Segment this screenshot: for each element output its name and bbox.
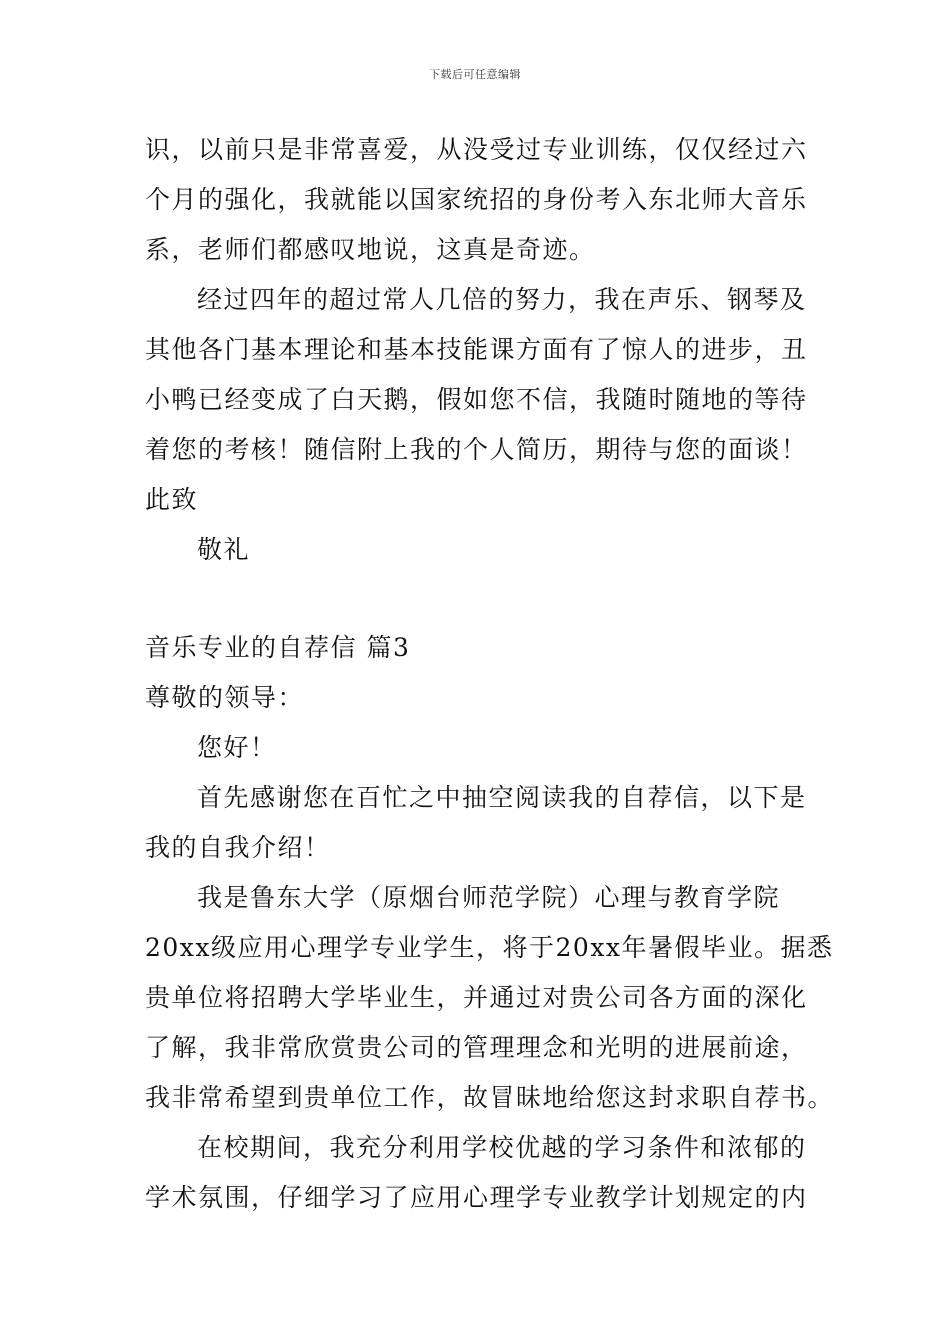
text-line: 个月的强化，我就能以国家统招的身份考入东北师大音乐	[145, 185, 808, 214]
text-line: 我是鲁东大学（原烟台师范学院）心理与教育学院	[197, 883, 781, 912]
text-line: 学术氛围，仔细学习了应用心理学专业教学计划规定的内	[145, 1183, 808, 1212]
text-line: 识，以前只是非常喜爱，从没受过专业训练，仅仅经过六	[145, 135, 808, 164]
text-line: 小鸭已经变成了白天鹅，假如您不信，我随时随地的等待	[145, 385, 808, 414]
text-line: 在校期间，我充分利用学校优越的学习条件和浓郁的	[197, 1133, 807, 1162]
greeting-hello: 您好！	[197, 733, 277, 762]
section-title: 音乐专业的自荐信 篇3	[145, 633, 411, 662]
text-line: 首先感谢您在百忙之中抽空阅读我的自荐信，以下是	[197, 783, 807, 812]
text-line: 贵单位将招聘大学毕业生，并通过对贵公司各方面的深化	[145, 983, 808, 1012]
closing-respect: 敬礼	[197, 535, 251, 564]
text-line: 了解，我非常欣赏贵公司的管理理念和光明的进展前途，	[145, 1033, 808, 1062]
greeting-addressee: 尊敬的领导：	[145, 683, 305, 712]
text-line: 着您的考核！随信附上我的个人简历，期待与您的面谈！	[145, 435, 808, 464]
text-line: 经过四年的超过常人几倍的努力，我在声乐、钢琴及	[197, 285, 807, 314]
text-line: 其他各门基本理论和基本技能课方面有了惊人的进步，丑	[145, 335, 808, 364]
text-line: 系，老师们都感叹地说，这真是奇迹。	[145, 235, 596, 264]
text-line: 我的自我介绍！	[145, 833, 331, 862]
header-note: 下载后可任意编辑	[429, 68, 521, 81]
text-line: 20xx级应用心理学专业学生，将于20xx年暑假毕业。据悉	[145, 933, 834, 962]
text-line: 我非常希望到贵单位工作，故冒昧地给您这封求职自荐书。	[145, 1083, 835, 1112]
closing-salutation: 此致	[145, 485, 199, 514]
